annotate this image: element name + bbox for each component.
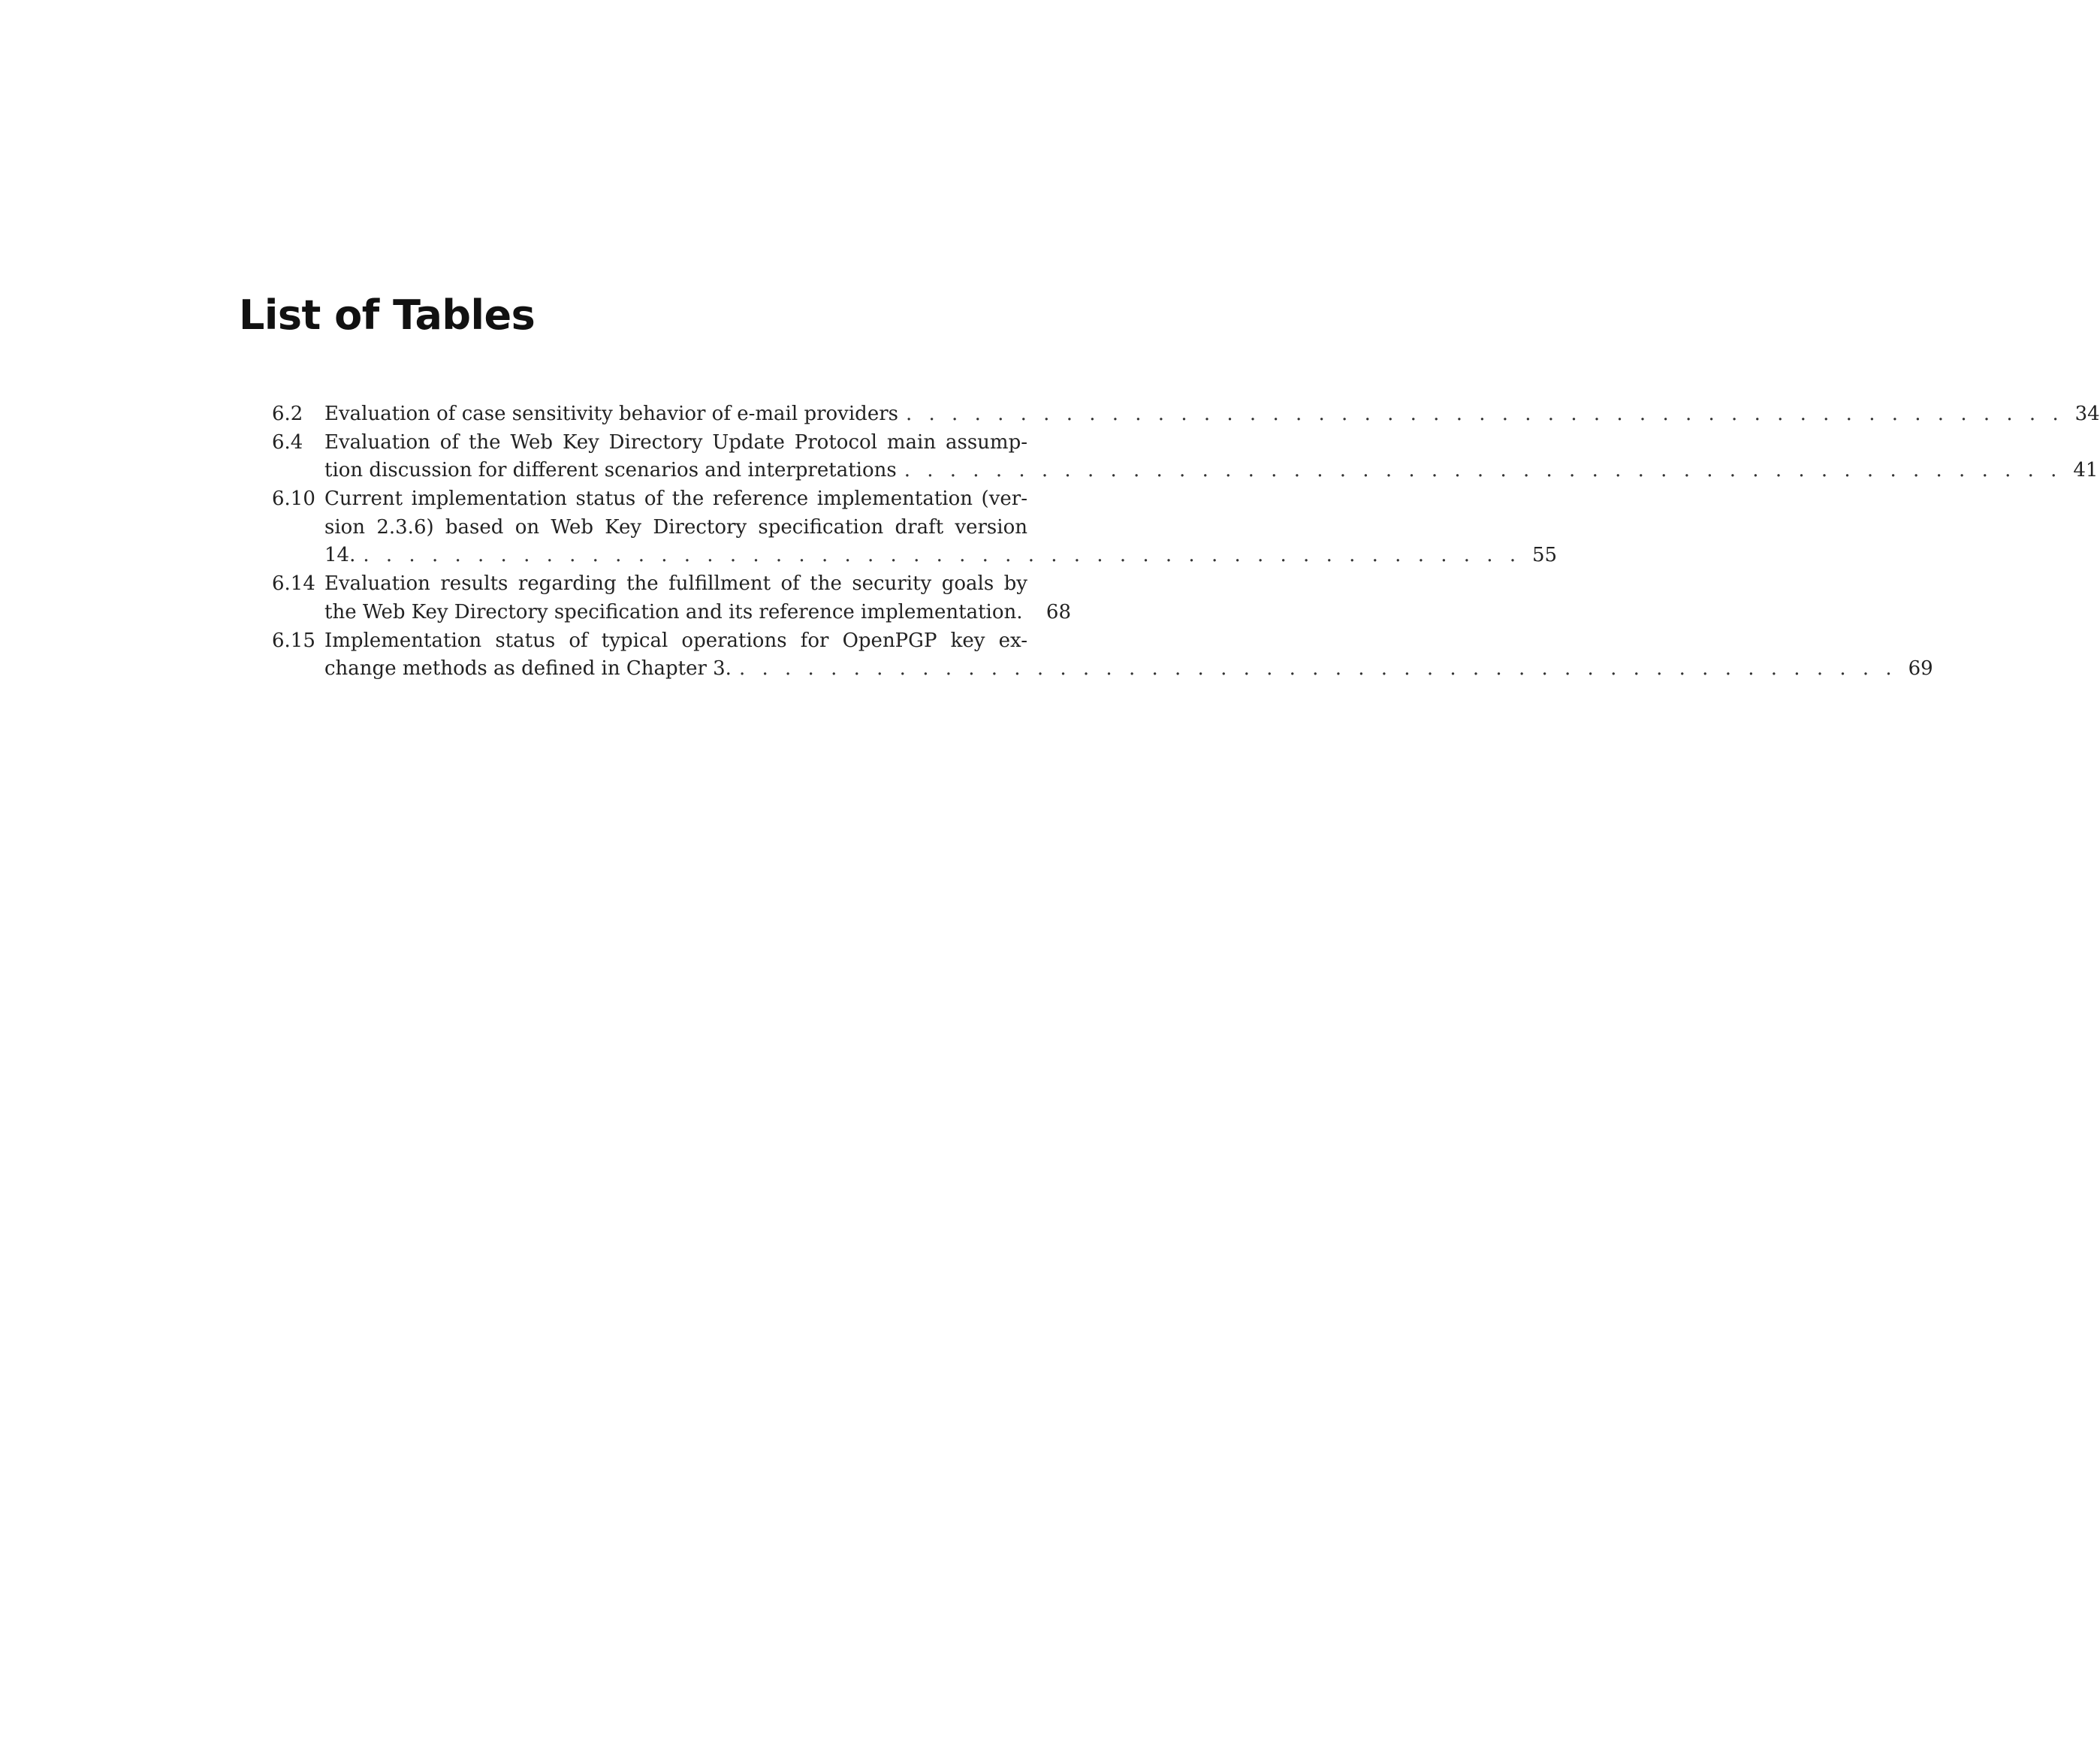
entry-number: 6.4 [272,430,303,454]
entry-caption-line: the Web Key Directory specification and its reference implementation. [324,600,1023,623]
entry-page-number[interactable]: 55 [1532,544,1558,567]
entry-caption-line: Implementation status of typical operations for OpenPGP key ex- [324,629,1027,652]
list-item[interactable] [272,400,2100,429]
entry-body [324,485,1558,570]
entry-number: 6.15 [272,629,315,652]
entry-page-number[interactable]: 68 [1045,600,1071,623]
entry-caption-line: change methods as defined in Chapter 3. [324,657,732,681]
list-item[interactable] [272,570,1071,626]
dot-leader: . . . . . . . . . . . . . . . . . . . . . . . . . . . . . . . . . . . . . . . . . . . . . . . . . . . [905,403,2064,425]
entry-body [324,570,1071,626]
entry-body [324,627,1933,684]
dot-leader: . . . . . . . . . . . . . . . . . . . . . . . . . . . . . . . . . . . . . . . . . . . . . . . . . . . [738,657,1897,681]
entry-caption-line: Evaluation results regarding the fulfillment of the security goals by [324,572,1027,596]
list-of-tables [272,400,2100,684]
entry-number: 6.10 [272,488,315,511]
entry-caption-line: Evaluation of case sensitivity behavior of e-mail providers [324,403,898,425]
list-item[interactable] [272,485,1558,570]
entry-caption-line: Evaluation of the Web Key Directory Update Protocol main assump- [324,430,1027,454]
dot-leader: . . . . . . . . . . . . . . . . . . . . . . . . . . . . . . . . . . . . . . . . . . . . . . . . . . . [363,544,1522,567]
entry-number: 6.2 [272,403,303,425]
list-item[interactable] [272,429,2098,485]
list-item[interactable] [272,627,1933,684]
dot-leader: . . . . . . . . . . . . . . . . . . . . . . . . . . . . . . . . . . . . . . . . . . . . . . . . . . . [904,459,2062,482]
entry-last-line [324,599,1071,627]
entry-page-number[interactable]: 69 [1908,657,1933,681]
entry-page-number[interactable]: 41 [2073,459,2098,482]
entry-page-number[interactable]: 34 [2074,403,2100,425]
entry-caption-line: 14. [324,544,356,567]
entry-last-line [324,542,1558,570]
entry-caption-line: tion discussion for different scenarios and interpretations [324,459,897,482]
entry-last-line [324,457,2098,485]
entry-body [324,400,2100,429]
entry-number: 6.14 [272,572,315,596]
entry-last-line [324,400,2100,429]
entry-caption-line: Current implementation status of the reference implementation (ver- [324,488,1027,511]
entry-last-line [324,655,1933,684]
entry-body [324,429,2098,485]
page-title: List of Tables [239,291,536,339]
entry-caption-line: sion 2.3.6) based on Web Key Directory specification draft version [324,515,1027,539]
